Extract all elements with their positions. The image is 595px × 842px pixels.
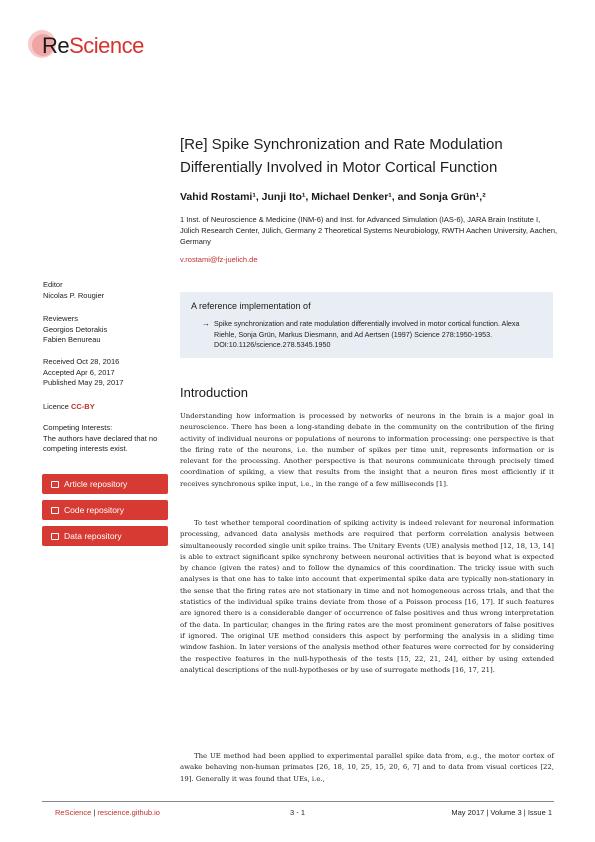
footer-issue: May 2017 | Volume 3 | Issue 1 xyxy=(451,808,552,817)
received-date: Received Oct 28, 2016 xyxy=(43,357,120,366)
licence-label: Licence xyxy=(43,402,69,411)
accepted-date: Accepted Apr 6, 2017 xyxy=(43,367,115,377)
sidebar-competing xyxy=(43,423,168,455)
button-label: Data repository xyxy=(64,531,122,541)
folder-icon xyxy=(51,507,59,514)
button-label: Article repository xyxy=(64,479,128,489)
rescience-logo xyxy=(28,30,148,64)
reviewer-name: Georgios Detorakis xyxy=(43,324,108,334)
footer-site-link[interactable]: rescience.github.io xyxy=(97,808,160,817)
paper-authors: Vahid Rostami¹, Junji Ito¹, Michael Denker¹, and Sonja Grün¹,² xyxy=(180,191,486,203)
section-title: Introduction xyxy=(180,385,248,400)
body-paragraph: To test whether temporal coordination of spiking activity is indeed relevant for neuronal information processing, advanced data analysis methods are required that perform correlation analysis between simultaneously recorded single unit spike trains. The Unitary Events (UE) analysis method [12, 18, 13, 14] is able to extract significant spike synchrony between neuronal activities that is beyond what is expected by chance (given the rates) and to follow the dynamics of this coordination. The tricky issue with such analyses is that one has to take into account that experimental spike data are typically non-stationary in the sense that the firing rates are not stationary in time and not homogeneous across trials, and that the statistics of the individual spike trains deviate from those of a Poisson process [16, 17]. If such features are ignored there is a considerable danger of occurrence of false positives and thus wrong interpretation of the data. In particular, changes in the firing rates are the most prominent generators of false positives if ignored. The original UE method considers this aspect by performing the analysis in a sliding time window fashion. In later versions of the analysis method other features were corrected for by considering the respective features in the null-hypothesis of the tests [15, 22, 21, 24], either by using extended analytical descriptions of the null-hypotheses or by use of surrogate methods [16, 17, 21]. xyxy=(180,519,554,674)
code-repository-button[interactable] xyxy=(42,500,168,520)
article-repository-button[interactable] xyxy=(42,474,168,494)
reference-box xyxy=(180,292,553,358)
reference-citation[interactable]: Spike synchronization and rate modulation differentially involved in motor cortical function. Alexa Riehle, Sonja Grün, Markus Diesmann, and Ad Aertsen (1997) Science 278:1950-1953. DOI:10.1126/science.278.5345.1950 xyxy=(214,319,520,349)
editor-label: Editor xyxy=(43,280,63,289)
data-repository-button[interactable] xyxy=(42,526,168,546)
arrow-icon: → xyxy=(202,319,210,328)
body-paragraph: The UE method had been applied to experimental parallel spike data from, e.g., the motor cortex of awake behaving non-human primates [26, 18, 10, 25, 15, 20, 6, 7] and to data from visual cortices [22, 19]. Generally it was found that UEs, i.e., xyxy=(180,752,554,783)
competing-label: Competing Interests: xyxy=(43,423,113,432)
sidebar-editor xyxy=(43,280,168,301)
footer-separator: | xyxy=(93,808,96,817)
published-date: Published May 29, 2017 xyxy=(43,378,124,387)
author-email-link[interactable]: v.rostami@fz-juelich.de xyxy=(180,255,258,264)
reference-heading: A reference implementation of xyxy=(191,301,311,311)
sidebar-reviewers xyxy=(43,314,168,346)
body-paragraph: Understanding how information is processed by networks of neurons in the brain is a major goal in neuroscience. There has been a long-standing debate in the community on the contribution of the firing activity of individual neurons or populations of neurons to information processing: one perspective is that the firing rate of the neurons, i.e. the number of spikes per time unit, represents information or is relevant for the processing. Another perspective is that neurons communicate through precisely timed coordination of spiking, a view that results from the insight that a neuron fires most efficiently if it receives synchronous spike input, i.e., in the range of a few milliseconds [1]. xyxy=(180,412,554,488)
sidebar-licence xyxy=(43,402,168,413)
button-label: Code repository xyxy=(64,505,125,515)
logo-re: Re xyxy=(42,33,70,58)
sidebar-dates xyxy=(43,357,168,389)
logo-text xyxy=(42,33,144,59)
folder-icon xyxy=(51,533,59,540)
paper-affiliation: 1 Inst. of Neuroscience & Medicine (INM-6) and Inst. for Advanced Simulation (IAS-6), JARA Brain Institute I, Jülich Research Center, Jülich, Germany 2 Theoretical Systems Neurobiology, RWTH Aachen University, Aachen, Germany xyxy=(180,215,558,246)
footer-divider xyxy=(42,801,554,802)
footer-page-number: 3 - 1 xyxy=(290,808,306,817)
reviewers-label: Reviewers xyxy=(43,314,79,323)
footer-journal: ReScience xyxy=(55,808,92,817)
licence-link[interactable]: CC-BY xyxy=(70,402,95,411)
competing-text: The authors have declared that no competing interests exist. xyxy=(43,433,158,453)
paper-title: [Re] Spike Synchronization and Rate Modulation Differentially Involved in Motor Cortical Function xyxy=(180,136,503,176)
reviewer-name: Fabien Benureau xyxy=(43,335,101,344)
footer-left xyxy=(55,808,160,817)
folder-icon xyxy=(51,481,59,488)
logo-science: Science xyxy=(69,33,144,58)
editor-name: Nicolas P. Rougier xyxy=(43,290,105,300)
